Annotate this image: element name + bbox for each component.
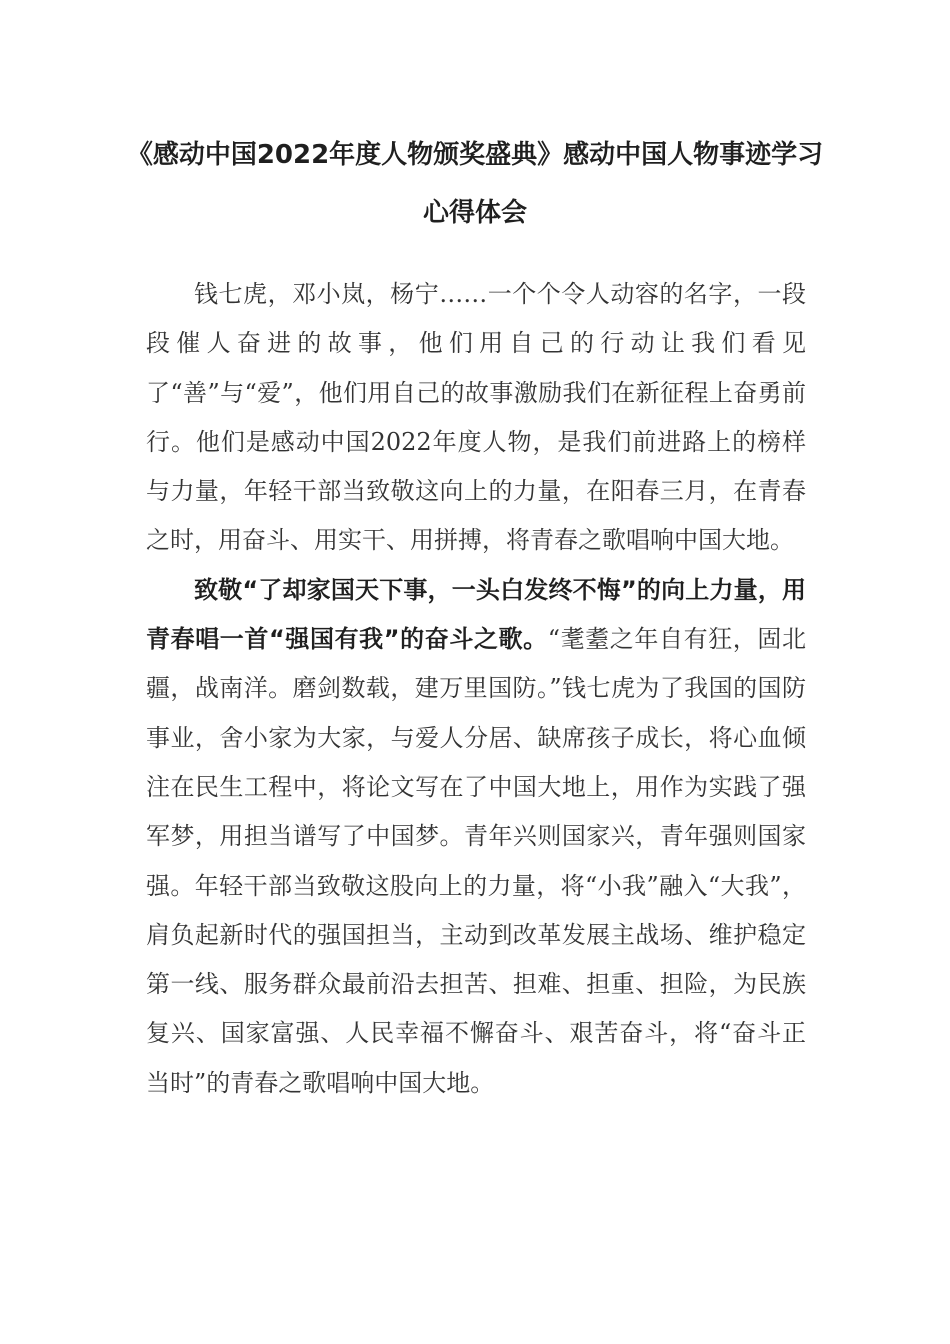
paragraph-tribute-text: “耄耋之年自有狂，固北疆，战南洋。磨剑数载，建万里国防。”钱七虎为了我国的国防事业，舍小家为大家，与爱人分居、缺席孩子成长，将心血倾注在民生工程中，将论文写在了中国大地上，用作为实践了强军梦，用担当谱写了中国梦。青年兴则国家兴，青年强则国家强。年轻干部当致敬这股向上的力量，将“小我”融入“大我”，肩负起新时代的强国担当，主动到改革发展主战场、维护稳定第一线、服务群众最前沿去担苦、担难、担重、担险，为民族复兴、国家富强、人民幸福不懈奋斗、艰苦奋斗，将“奋斗正当时”的青春之歌唱响中国大地。	[146, 625, 806, 1097]
paragraph-tribute	[146, 566, 806, 1108]
paragraph-lead-heading: 致敬“了却家国天下事，一头白发终不悔”的向上力量，用青春唱一首“强国有我”的奋斗之歌。	[146, 575, 806, 654]
paragraph-intro: 钱七虎，邓小岚，杨宁……一个个令人动容的名字，一段段催人奋进的故事，他们用自己的行动让我们看见了“善”与“爱”，他们用自己的故事激励我们在新征程上奋勇前行。他们是感动中国2022年度人物，是我们前进路上的榜样与力量，年轻干部当致敬这向上的力量，在阳春三月，在青春之时，用奋斗、用实干、用拼搏，将青春之歌唱响中国大地。	[146, 280, 806, 555]
document-body	[146, 270, 806, 1108]
document-title: 《感动中国2022年度人物颁奖盛典》感动中国人物事迹学习心得体会	[126, 140, 824, 228]
